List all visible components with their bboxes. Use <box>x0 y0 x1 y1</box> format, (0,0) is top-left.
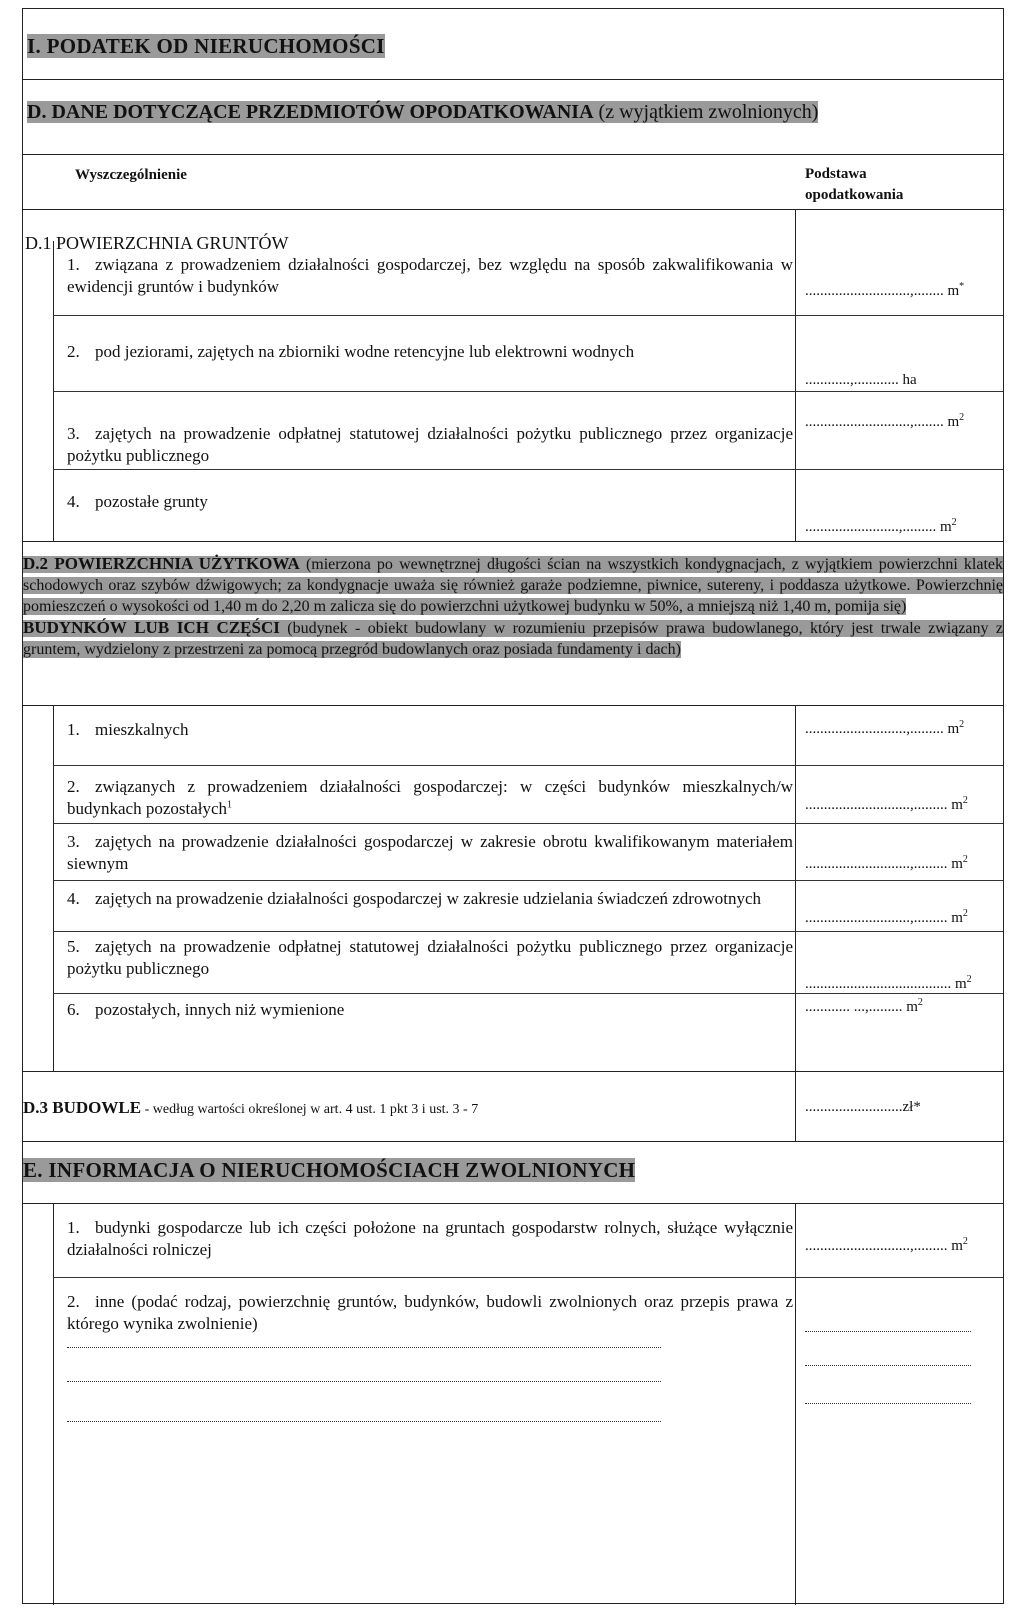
row-divider <box>53 469 1003 470</box>
tax-form <box>22 8 1004 1604</box>
e-item-1: 1. budynki gospodarcze lub ich części położone na gruntach gospodarstw rolnych, służące wyłącznie działalności rolniczej <box>67 1218 793 1259</box>
d1-item-4: 4. pozostałe grunty <box>67 492 208 511</box>
margin-line <box>53 1203 54 1605</box>
d3-value[interactable]: ..........................zł* <box>805 1099 921 1115</box>
d2-item-5-value[interactable]: ....................................... $m^2$ <box>805 974 972 992</box>
column-header-tax-base: Podstawa opodatkowania <box>805 166 904 203</box>
divider <box>23 1203 1003 1204</box>
margin-line <box>53 705 54 1071</box>
fill-line[interactable] <box>805 1331 971 1332</box>
d2-item-6-value[interactable]: ............ ...,......... $m^2$ <box>805 997 923 1015</box>
d1-item-2-value[interactable]: ............,............ ha <box>805 372 917 388</box>
section-d-title: D. DANE DOTYCZĄCE PRZEDMIOTÓW OPODATKOWANIA (z wyjątkiem zwolnionych) <box>27 101 819 123</box>
row-divider <box>53 765 1003 766</box>
row-divider <box>53 931 1003 932</box>
divider <box>23 541 1003 542</box>
column-header-description: Wyszczególnienie <box>75 167 187 183</box>
row-divider <box>53 1277 1003 1278</box>
fill-line[interactable] <box>67 1421 661 1422</box>
row-divider <box>53 823 1003 824</box>
divider <box>23 209 1003 210</box>
d2-item-6: 6. pozostałych, innych niż wymienione <box>67 1000 345 1019</box>
d1-item-4-value[interactable]: .........................,......... $m^2$ <box>805 517 957 535</box>
fill-line[interactable] <box>67 1381 661 1382</box>
d2-item-1-value[interactable]: ...........................,......... $m^2$ <box>805 719 965 737</box>
d2-item-5: 5. zajętych na prowadzenie odpłatnej statutowej działalności pożytku publicznego przez organizacje pożytku publicznego <box>67 937 793 978</box>
divider <box>23 1141 1003 1142</box>
divider <box>23 705 1003 706</box>
d2-item-4-value[interactable]: ............................,......... $m^2$ <box>805 908 968 926</box>
d2-item-4: 4. zajętych na prowadzenie działalności gospodarczej w zakresie udzielania świadczeń zdrowotnych <box>67 889 761 908</box>
d1-item-1-value[interactable]: ............................,........ m* <box>805 281 965 299</box>
d1-title: D.1 POWIERZCHNIA GRUNTÓW <box>25 233 289 253</box>
d1-item-3-value[interactable]: ............................,........ $m^2$ <box>805 412 965 430</box>
divider <box>23 154 1003 155</box>
row-divider <box>53 315 1003 316</box>
d1-item-1: 1. związana z prowadzeniem działalności gospodarczej, bez względu na sposób zakwalifikowania w ewidencji gruntów i budynków <box>67 255 793 296</box>
d1-item-2: 2. pod jeziorami, zajętych na zbiorniki wodne retencyjne lub elektrowni wodnych <box>67 342 635 361</box>
fill-line[interactable] <box>805 1403 971 1404</box>
column-line <box>795 209 796 541</box>
row-divider <box>53 993 1003 994</box>
d2-header: D.2 POWIERZCHNIA UŻYTKOWA (mierzona po wewnętrznej długości ścian na wszystkich kondygnacjach, z wyjątkiem powierzchni klatek schodowych oraz szybów dźwigowych; za kondygnacje uważa się również garaże podziemne, piwnice, sutereny, i poddasza użytkowe. Powierzchnię pomieszczeń o wysokości od 1,40 m do 2,20 m zalicza się do powierzchni użytkowej budynku w 50%, a mniejszą niż 1,40 m, pomija się) BUDYNKÓW LUB ICH CZĘŚCI (budynek - obiekt budowlany w rozumieniu przepisów prawa budowlanego, który jest trwale związany z gruntem, wydzielony z przestrzeni za pomocą przegród budowlanych oraz posiada fundamenty i dach) <box>23 554 1004 658</box>
e-item-2: 2. inne (podać rodzaj, powierzchnię gruntów, budynków, budowli zwolnionych oraz przepis prawa z którego wynika zwolnienie) <box>67 1292 793 1333</box>
column-line <box>795 705 796 1071</box>
divider <box>23 79 1003 80</box>
e-item-1-value[interactable]: ............................,......... $m^2$ <box>805 1236 968 1254</box>
d2-item-3: 3. zajętych na prowadzenie działalności gospodarczej w zakresie obrotu kwalifikowanym materiałem siewnym <box>67 832 793 873</box>
section-e-title: E. INFORMACJA O NIERUCHOMOŚCIACH ZWOLNIONYCH <box>23 1158 636 1182</box>
fill-line[interactable] <box>805 1365 971 1366</box>
d1-item-3: 3. zajętych na prowadzenie odpłatnej statutowej działalności pożytku publicznego przez organizacje pożytku publicznego <box>67 424 793 465</box>
d2-item-2-value[interactable]: ............................,......... $m^2$ <box>805 795 968 813</box>
column-line <box>795 1203 796 1605</box>
d2-item-1: 1. mieszkalnych <box>67 720 189 739</box>
row-divider <box>53 391 1003 392</box>
fill-line[interactable] <box>67 1347 661 1348</box>
d2-item-2: 2. związanych z prowadzeniem działalności gospodarczej: w części budynków mieszkalnych/w budynkach pozostałych$^1$ <box>67 777 793 818</box>
d2-item-3-value[interactable]: ............................,......... $m^2$ <box>805 854 968 872</box>
section-i-title: I. PODATEK OD NIERUCHOMOŚCI <box>27 34 385 58</box>
column-line <box>795 1071 796 1141</box>
divider <box>23 1071 1003 1072</box>
d3-row: D.3 BUDOWLE - według wartości określonej w art. 4 ust. 1 pkt 3 i ust. 3 - 7 <box>23 1098 479 1117</box>
row-divider <box>53 880 1003 881</box>
